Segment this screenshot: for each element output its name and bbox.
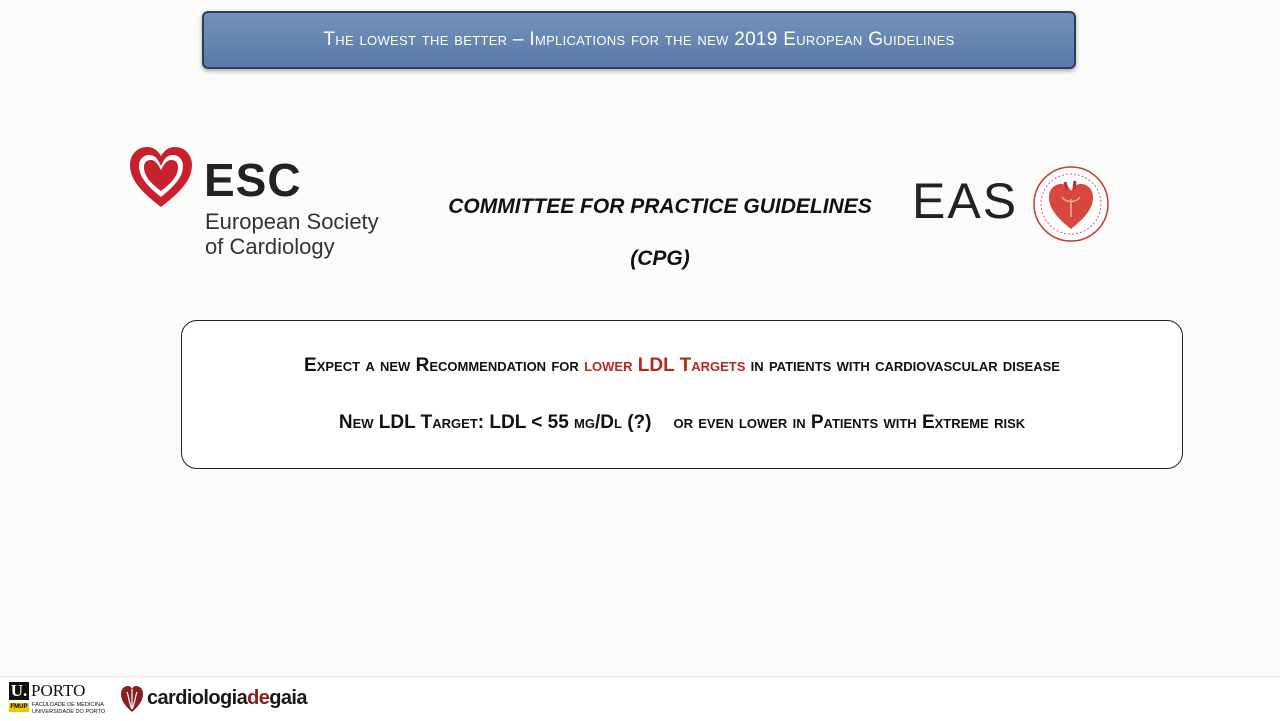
eas-abbreviation: EAS — [912, 173, 1019, 229]
recommendation-text-pre: Expect a new Recommendation for — [304, 355, 579, 376]
recommendation-highlight: lower LDL Targets — [584, 355, 746, 376]
heart-icon — [128, 145, 194, 211]
cardiologia-heart-icon — [120, 685, 144, 713]
slide-title: The lowest the better – Implications for the new 2019 European Guidelines — [323, 29, 955, 50]
heart-seal-icon — [1032, 165, 1110, 243]
fmup-university-name: UNIVERSIDADE DO PORTO — [32, 709, 106, 715]
recommendation-line — [182, 355, 1182, 377]
committee-abbreviation: (CPG) — [630, 247, 690, 270]
cardiologia-logo-text: cardiologiadegaia — [147, 687, 307, 709]
title-banner — [202, 11, 1076, 69]
uporto-logo-mark: U. — [10, 681, 28, 700]
footer-bar — [0, 676, 1280, 721]
esc-abbreviation: ESC — [204, 154, 302, 206]
target-line — [182, 412, 1182, 434]
esc-logo — [128, 145, 388, 265]
uporto-logo-text: PORTO — [31, 681, 86, 700]
extreme-risk-text: or even lower in Patients with Extreme risk — [673, 412, 1026, 433]
fmup-faculty-name: FACULDADE DE MEDICINA — [32, 702, 104, 708]
ldl-target-text: New LDL Target: LDL < 55 mg/Dl (?) — [338, 412, 652, 433]
fmup-logo-mark: FMUP — [10, 704, 28, 710]
committee-title: COMMITTEE FOR PRACTICE GUIDELINES — [448, 195, 872, 218]
esc-name-line2: of Cardiology — [205, 234, 335, 259]
esc-name-line1: European Society — [205, 209, 379, 234]
recommendation-box — [181, 320, 1183, 469]
recommendation-text-post: in patients with cardiovascular disease — [750, 355, 1060, 376]
